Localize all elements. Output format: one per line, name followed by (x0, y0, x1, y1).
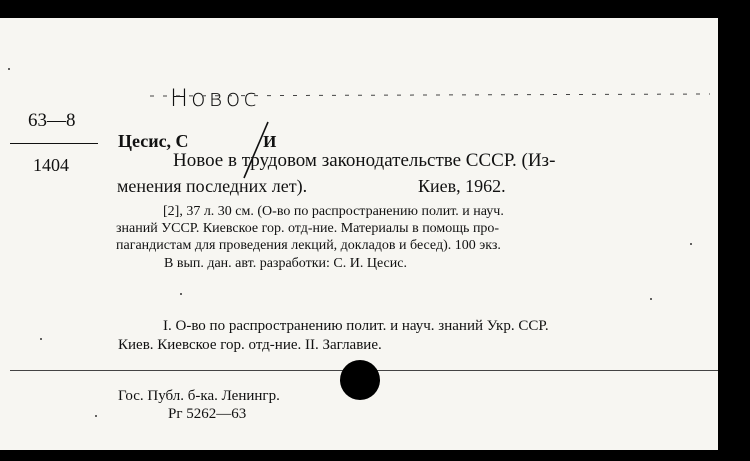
author-name: Цесис, С (118, 131, 189, 151)
speck (180, 293, 182, 295)
punch-hole (340, 360, 380, 400)
speck (40, 338, 42, 340)
tracing-line-2: Киев. Киевское гор. отд-ние. II. Заглавие. (118, 337, 382, 353)
description-line-2: знаний УССР. Киевское гор. отд-ние. Материалы в помощь про- (116, 221, 500, 236)
author-initial-mark: И (263, 132, 277, 151)
speck (690, 243, 692, 245)
description-line-1: [2], 37 л. 30 см. (О-во по распространению полит. и науч. (163, 204, 504, 219)
handwritten-heading: Новос (170, 84, 260, 112)
library-number: Рг 5262—63 (168, 406, 247, 422)
call-number-bottom: 1404 (33, 155, 69, 175)
call-number-divider (10, 143, 98, 144)
speck (650, 298, 652, 300)
description-line-4: В вып. дан. авт. разработки: С. И. Цесис. (164, 256, 407, 271)
library-name: Гос. Публ. б-ка. Ленингр. (118, 388, 280, 404)
speck (95, 415, 97, 417)
tracing-line-1: I. О-во по распространению полит. и науч. знаний Укр. ССР. (163, 318, 549, 334)
dashed-guide-line (150, 90, 710, 100)
title-line-2: менения последних лет). (117, 176, 308, 196)
description-line-3: пагандистам для проведения лекций, докладов и бесед). 100 экз. (116, 238, 501, 253)
call-number-top: 63—8 (28, 110, 76, 131)
speck (8, 68, 10, 70)
title-line-1: Новое в трудовом законодательстве СССР. (Из- (173, 150, 556, 171)
imprint-city-year: Киев, 1962. (418, 176, 506, 196)
catalog-card (0, 18, 718, 450)
